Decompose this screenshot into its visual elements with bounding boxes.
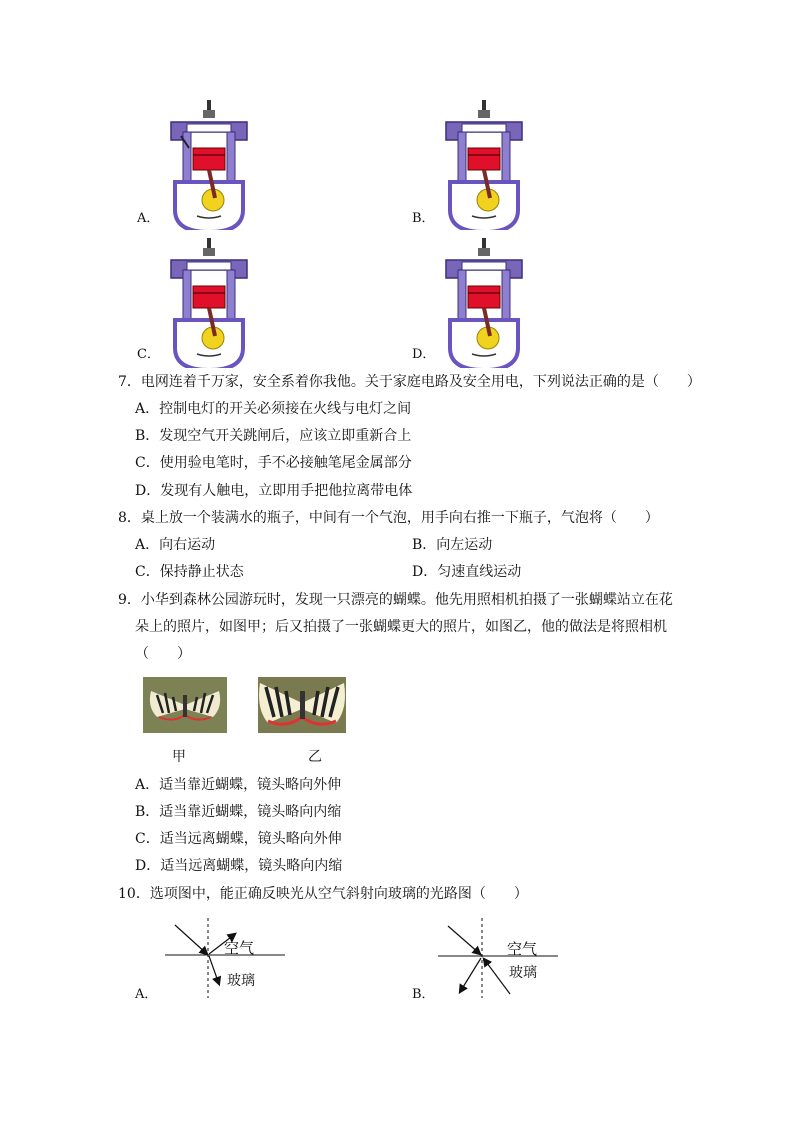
light-path-diagram-a (135, 918, 305, 1002)
glass-label-a: 玻璃 (227, 973, 255, 989)
q8-option-b[interactable]: B．向左运动 (412, 537, 493, 553)
q10-option-b[interactable] (412, 918, 582, 1002)
engine-option-b[interactable] (412, 100, 532, 230)
engine-label-b: B． (412, 211, 435, 226)
q7-option-c[interactable]: C．使用验电笔时，手不必接触笔尾金属部分 (135, 455, 412, 471)
air-label-b: 空气 (507, 940, 538, 958)
glass-label-b: 玻璃 (509, 965, 537, 981)
q7-option-a[interactable]: A．控制电灯的开关必须接在火线与电灯之间 (135, 401, 412, 417)
q10-stem: 10．选项图中，能正确反映光从空气斜射向玻璃的光路图（ ） (118, 886, 528, 902)
engine-diagram-a (163, 100, 263, 230)
q9-option-c[interactable]: C．适当远离蝴蝶，镜头略向外伸 (135, 831, 342, 847)
q10-label-a: A． (135, 987, 158, 1002)
q8-option-c[interactable]: C．保持静止状态 (135, 564, 244, 580)
q9-option-b[interactable]: B．适当靠近蝴蝶，镜头略向内缩 (135, 804, 342, 820)
caption-jia: 甲 (172, 749, 186, 765)
q7-option-d[interactable]: D．发现有人触电，立即用手把他拉离带电体 (135, 483, 413, 499)
q9-option-a[interactable]: A．适当靠近蝴蝶，镜头略向外伸 (135, 777, 342, 793)
light-path-diagram-b (412, 918, 582, 1002)
air-label-a: 空气 (224, 939, 255, 957)
q10-label-b: B． (412, 987, 435, 1002)
q9-stem-line1: 9．小华到森林公园游玩时，发现一只漂亮的蝴蝶。他先用照相机拍摄了一张蝴蝶站立在花 (118, 592, 673, 608)
q8-option-d[interactable]: D．匀速直线运动 (412, 564, 522, 580)
q9-stem-line2: 朵上的照片，如图甲；后又拍摄了一张蝴蝶更大的照片，如图乙，他的做法是将照相机 (135, 619, 667, 635)
butterfly-photo-yi (258, 677, 346, 733)
caption-yi: 乙 (308, 749, 322, 765)
q9-stem-line3: （ ） (135, 646, 191, 662)
engine-diagram-c (163, 238, 263, 368)
q7-stem: 7．电网连着千万家，安全系着你我他。关于家庭电路及安全用电，下列说法正确的是（ ） (118, 374, 701, 390)
engine-label-d: D． (412, 347, 436, 362)
engine-option-a[interactable] (137, 100, 257, 230)
engine-diagram-b (438, 100, 538, 230)
engine-option-d[interactable] (412, 238, 532, 368)
engine-label-c: C． (137, 347, 160, 362)
engine-label-a: A． (137, 211, 160, 226)
q9-option-d[interactable]: D．适当远离蝴蝶，镜头略向内缩 (135, 858, 343, 874)
engine-diagram-d (438, 238, 538, 368)
butterfly-photo-jia (143, 677, 227, 733)
engine-option-c[interactable] (137, 238, 257, 368)
q8-option-a[interactable]: A．向右运动 (135, 537, 216, 553)
q7-option-b[interactable]: B．发现空气开关跳闸后，应该立即重新合上 (135, 428, 412, 444)
q8-stem: 8．桌上放一个装满水的瓶子，中间有一个气泡，用手向右推一下瓶子，气泡将（ ） (118, 510, 659, 526)
q10-option-a[interactable] (135, 918, 305, 1002)
